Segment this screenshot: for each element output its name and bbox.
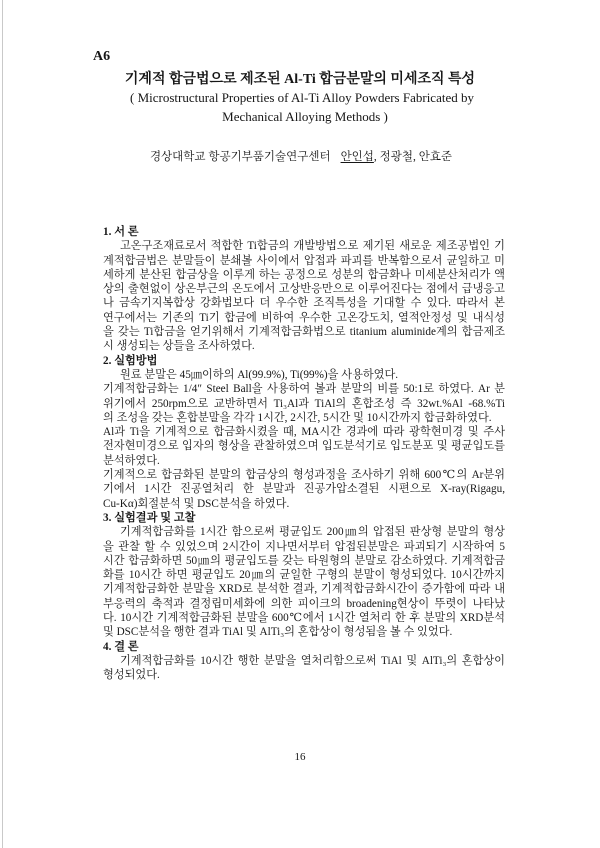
section-heading-introduction: 1. 서 론 [103, 226, 139, 238]
presenting-author: 안인섭 [340, 151, 374, 163]
results-line-1: 기계적합금화를 1시간 함으로써 평균입도 200㎛의 압접된 판상형 분말의 형상 [120, 526, 505, 539]
intro-line-1: 고온구조재료로서 적합한 Ti합금의 개발방법으로 제기된 새로운 제조공법인 기 [120, 240, 505, 253]
methods-line-5: Al과 Ti을 기계적으로 합금화시켰을 때, MA시간 경과에 따라 광학현미경 및 주사 [103, 426, 505, 439]
section-heading-results: 3. 실험결과 및 고찰 [103, 511, 196, 524]
co-authors: , 정광철, 안효준 [373, 151, 453, 163]
results-line-2: 을 관찰 할 수 있었으며 2시간이 지나면서부터 압접된분말은 파괴되기 시작하여 5 [103, 540, 505, 553]
abstract-code: A6 [93, 49, 111, 64]
intro-line-6: 연구에서는 기존의 Ti기 합금에 비하여 우수한 고온강도치, 열적안정성 및 내식성 [103, 311, 505, 324]
page-number: 16 [294, 751, 306, 763]
intro-line-3: 세하게 분산된 합금상을 이루게 하는 공정으로 성분의 합금화나 미세분산처리가 액 [103, 268, 505, 281]
intro-line-8: 시 생성되는 상들을 조사하였다. [103, 340, 255, 353]
title-english-line-2: Mechanical Alloying Methods ) [222, 109, 388, 124]
conclusion-line-2: 형성되었다. [103, 669, 160, 682]
section-heading-methods: 2. 실험방법 [103, 354, 158, 367]
results-line-3: 시간 합금화하면 50㎛의 평균입도를 갖는 타원형의 분말로 감소하였다. 기계적합금 [103, 554, 505, 567]
methods-line-8: 기계적으로 합금화된 분말의 합금상의 형성과정을 조사하기 위해 600℃의 Ar분위 [103, 469, 505, 482]
section-heading-conclusion: 4. 결 론 [103, 640, 139, 653]
methods-line-9: 기에서 1시간 진공열처리 한 분말과 진공가압소결된 시편으로 X-ray(Rigagu, [103, 483, 505, 496]
intro-line-4: 상의 출현없이 상온부근의 온도에서 고상반응만으로 이루어진다는 점에서 급냉응고 [103, 283, 505, 296]
title-korean: 기계적 합금법으로 제조된 Al-Ti 합금분말의 미세조직 특성 [124, 72, 476, 87]
intro-line-7: 을 갖는 Ti합금을 얻기위해서 기계적합금화법으로 titanium aluminide계의 합금제조 [103, 326, 505, 339]
scan-edge [2, 0, 3, 848]
results-line-6: 부응력의 축적과 결정립미세화에 의한 피이크의 broadening현상이 뚜렷이 나타났 [103, 597, 505, 610]
methods-line-1: 원료 분말은 45㎛이하의 Al(99.9%), Ti(99%)을 사용하였다. [120, 368, 399, 381]
results-line-5: 기계적합금화한 분말을 XRD로 분석한 결과, 기계적합금화시간이 증가함에 따라 내 [103, 583, 505, 596]
methods-line-4: 의 조성을 갖는 혼합분말을 각각 1시간, 2시간, 5시간 및 10시간까지 합금화하였다. [103, 411, 492, 424]
affiliation: 경상대학교 항공기부품기술연구센터 [149, 151, 331, 163]
methods-line-3: 위기에서 250rpm으로 교반하면서 Ti₃Al과 TiAl의 혼합조성 즉 32wt.%Al -68.%Ti [103, 397, 505, 410]
title-english-line-1: ( Microstructural Properties of Al-Ti Alloy Powders Fabricated by [130, 90, 474, 105]
abstract-body [103, 225, 505, 683]
methods-line-6: 전자현미경으로 입자의 형상을 관찰하였으며 입도분석기로 입도분포 및 평균입도를 [103, 440, 505, 453]
results-line-7: 다. 10시간 기계적합금화된 분말을 600℃에서 1시간 열처리 한 후 분말의 XRD분석 [103, 612, 505, 625]
results-line-4: 화를 10시간 하면 평균입도 20㎛의 균일한 구형의 분말이 형성되었다. 10시간까지 [103, 569, 505, 582]
methods-line-10: Cu-Kα)회절분석 및 DSC분석을 하였다. [103, 497, 290, 510]
intro-line-5: 나 금속기지복합상 강화법보다 더 우수한 조직특성을 기대할 수 있다. 따라서 본 [103, 297, 505, 310]
results-line-8: 및 DSC분석을 행한 결과 TiAl 및 AlTi₃의 혼합상이 형성됨을 볼 수 있었다. [103, 626, 453, 639]
intro-line-2: 계적합금법은 분말들이 분쇄볼 사이에서 압접과 파괴를 반복함으로서 균일하고 미 [103, 254, 505, 267]
author-line [0, 149, 600, 165]
methods-line-2: 기계적합금화는 1/4″ Steel Ball을 사용하여 볼과 분말의 비를 50:1로 하였다. Ar 분 [103, 383, 505, 396]
conclusion-line-1: 기계적합금화를 10시간 행한 분말을 열처리함으로써 TiAl 및 AlTi₃의 혼합상이 [120, 654, 505, 667]
methods-line-7: 분석하였다. [103, 454, 160, 467]
